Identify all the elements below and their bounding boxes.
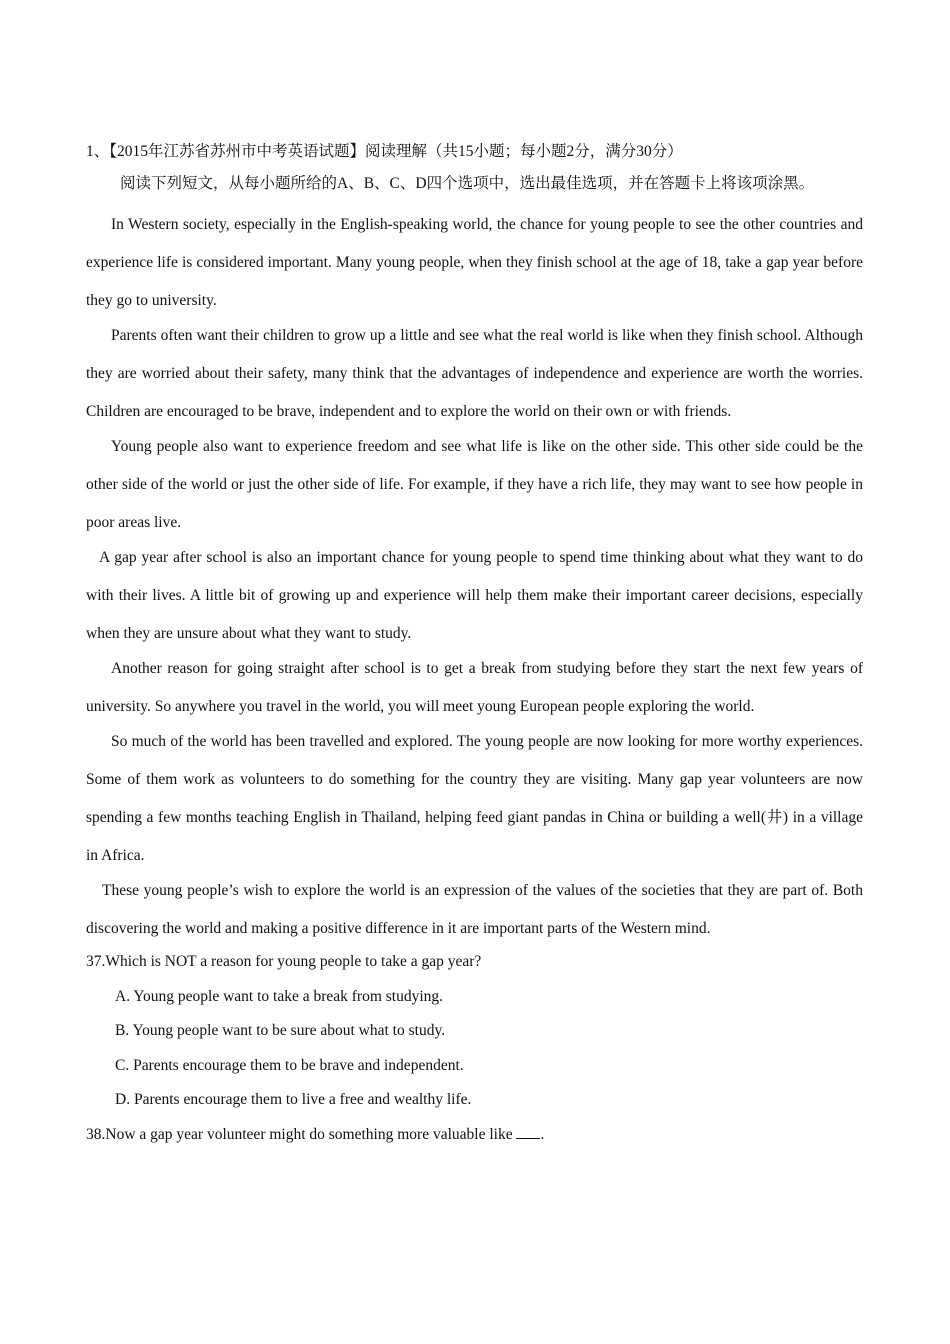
option-d[interactable]: D. Parents encourage them to live a free and wealthy life. (115, 1091, 472, 1108)
section-heading: 1、【2015年江苏省苏州市中考英语试题】阅读理解（共15小题；每小题2分，满分30分） (86, 143, 683, 160)
question-stem-line (86, 1118, 863, 1153)
passage-paragraph-4: A gap year after school is also an important chance for young people to spend time thinking about what they want to do with their lives. A little bit of growing up and experience will help them make their important career decisions, especially when they are unsure about what they want to study. (86, 549, 863, 642)
passage-paragraph-1: In Western society, especially in the English-speaking world, the chance for young people to see the other countries and experience life is considered important. Many young people, when they finish school at the age of 18, take a gap year before they go to university. (86, 216, 863, 309)
passage-paragraph-2: Parents often want their children to grow up a little and see what the real world is like when they finish school. Although they are worried about their safety, many think that the advantages of independence and experience are worth the worries. Children are encouraged to be brave, independent and to explore the world on their own or with friends. (86, 327, 863, 420)
question-38 (86, 1118, 863, 1153)
option-b[interactable]: B. Young people want to be sure about what to study. (115, 1022, 446, 1039)
reading-passage (86, 206, 863, 948)
question-stem-end: . (540, 1125, 545, 1143)
question-37 (86, 945, 863, 1118)
document-page (86, 140, 863, 1152)
passage-paragraph-3: Young people also want to experience freedom and see what life is like on the other side. This other side could be the other side of the world or just the other side of life. For example, if they have a rich life, they may want to see how people in poor areas live. (86, 438, 863, 531)
passage-paragraph-6: So much of the world has been travelled and explored. The young people are now looking for more worthy experiences. Some of them work as volunteers to do something for the country they are visiting. Many gap year volunteers are now spending a few months teaching English in Thailand, helping feed giant pandas in China or building a well(井) in a village in Africa. (86, 733, 863, 864)
option-c[interactable]: C. Parents encourage them to be brave and independent. (115, 1056, 464, 1074)
option-a[interactable]: A. Young people want to take a break from studying. (115, 987, 444, 1005)
instructions: 阅读下列短文，从每小题所给的A、B、C、D四个选项中，选出最佳选项，并在答题卡上将该项涂黑。 (120, 175, 815, 192)
question-stem: 37.Which is NOT a reason for young people to take a gap year? (86, 953, 482, 970)
answer-blank[interactable] (516, 1125, 540, 1139)
passage-paragraph-5: Another reason for going straight after school is to get a break from studying before they start the next few years of university. So anywhere you travel in the world, you will meet young European people exploring the world. (86, 660, 863, 715)
question-stem: 38.Now a gap year volunteer might do something more valuable like (86, 1125, 513, 1143)
passage-paragraph-7: These young people’s wish to explore the world is an expression of the values of the societies that they are part of. Both discovering the world and making a positive difference in it are important parts of the Western mind. (86, 882, 863, 937)
